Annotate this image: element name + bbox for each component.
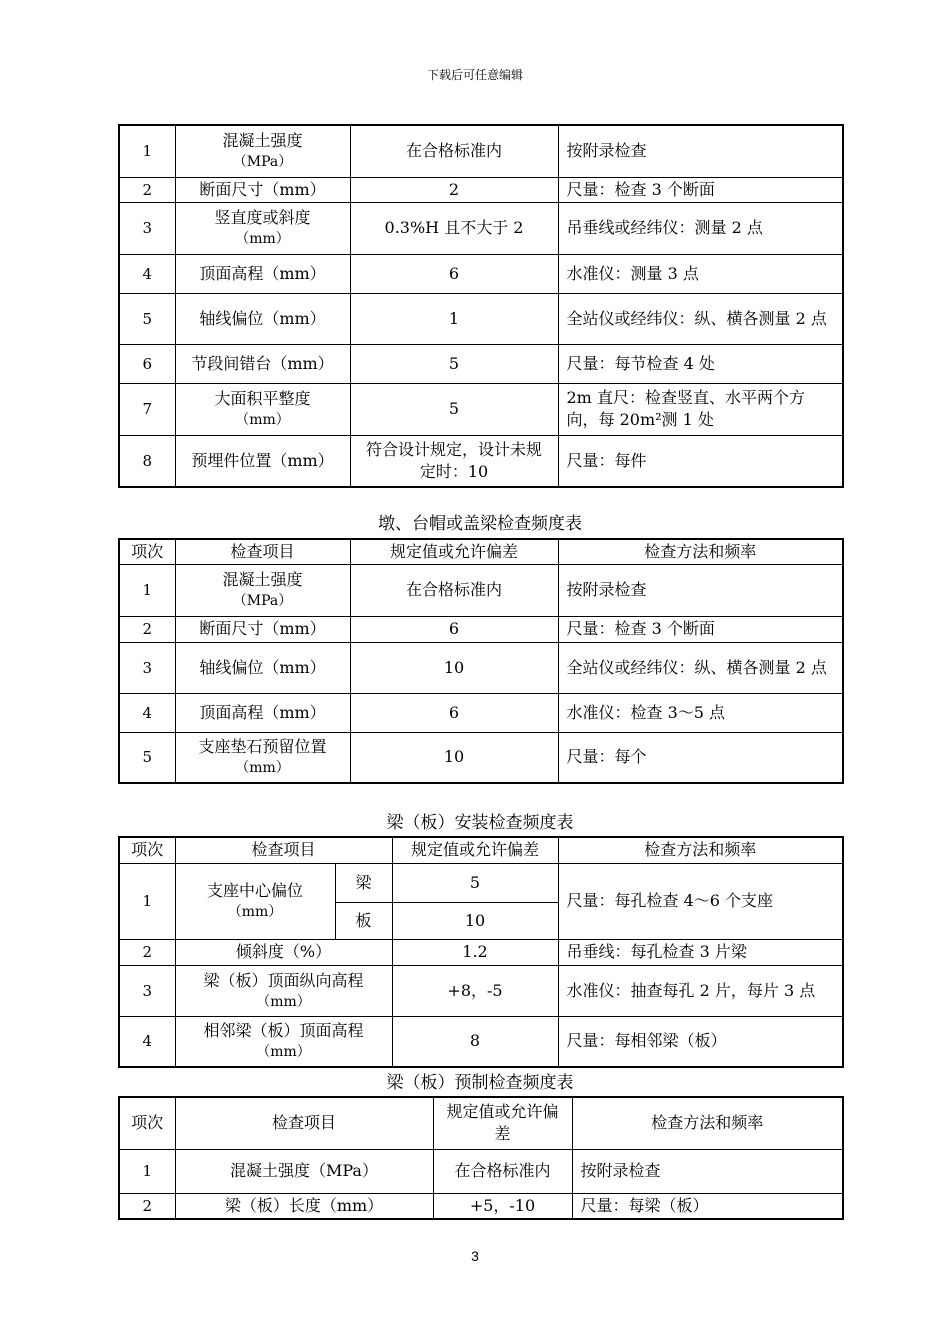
header-value: 规定值或允许偏差 bbox=[392, 837, 558, 863]
value-cell: 10 bbox=[392, 902, 558, 939]
item-cell: 梁（板）长度（mm） bbox=[175, 1193, 433, 1219]
row-no: 3 bbox=[119, 202, 175, 254]
method-cell: 水准仪：测量 3 点 bbox=[558, 254, 843, 293]
table-row bbox=[119, 177, 843, 202]
sub-item-slab: 板 bbox=[335, 902, 392, 939]
table-row bbox=[119, 693, 843, 732]
table-row bbox=[119, 1149, 843, 1193]
method-cell: 尺量：每个 bbox=[558, 732, 843, 783]
row-no: 2 bbox=[119, 939, 175, 965]
row-no: 8 bbox=[119, 435, 175, 487]
item-cell: 轴线偏位（mm） bbox=[175, 642, 350, 693]
method-cell: 按附录检查 bbox=[558, 564, 843, 616]
method-cell: 尺量：每孔检查 4～6 个支座 bbox=[558, 863, 843, 939]
table-row bbox=[119, 202, 843, 254]
table-header-row bbox=[119, 837, 843, 863]
value-cell: 10 bbox=[350, 642, 558, 693]
item-cell: 支座中心偏位 （mm） bbox=[175, 863, 335, 939]
item-cell: 混凝土强度（MPa） bbox=[175, 1149, 433, 1193]
value-cell: 6 bbox=[350, 254, 558, 293]
row-no: 1 bbox=[119, 1149, 175, 1193]
row-no: 6 bbox=[119, 344, 175, 383]
value-cell: 5 bbox=[350, 344, 558, 383]
table-beam-install-check bbox=[118, 836, 844, 1068]
method-cell: 尺量：检查 3 个断面 bbox=[558, 177, 843, 202]
row-no: 4 bbox=[119, 254, 175, 293]
header-no: 项次 bbox=[119, 539, 175, 564]
row-no: 3 bbox=[119, 642, 175, 693]
method-cell: 按附录检查 bbox=[572, 1149, 843, 1193]
row-no: 7 bbox=[119, 383, 175, 435]
table-row bbox=[119, 435, 843, 487]
row-no: 5 bbox=[119, 732, 175, 783]
method-cell: 吊垂线：每孔检查 3 片梁 bbox=[558, 939, 843, 965]
value-cell: 10 bbox=[350, 732, 558, 783]
value-cell: 6 bbox=[350, 693, 558, 732]
method-cell: 水准仪：检查 3～5 点 bbox=[558, 693, 843, 732]
row-no: 2 bbox=[119, 616, 175, 642]
item-cell: 相邻梁（板）顶面高程 （mm） bbox=[175, 1016, 392, 1067]
sub-item-beam: 梁 bbox=[335, 863, 392, 902]
item-cell: 混凝土强度 （MPa） bbox=[175, 564, 350, 616]
table-row bbox=[119, 564, 843, 616]
method-cell: 全站仪或经纬仪：纵、横各测量 2 点 bbox=[558, 642, 843, 693]
row-no: 1 bbox=[119, 125, 175, 177]
table-row bbox=[119, 732, 843, 783]
value-cell: 符合设计规定，设计未规定时：10 bbox=[350, 435, 558, 487]
table-header-row bbox=[119, 1097, 843, 1149]
value-cell: 在合格标准内 bbox=[350, 125, 558, 177]
table-row bbox=[119, 1193, 843, 1219]
row-no: 3 bbox=[119, 965, 175, 1016]
table-concrete-check bbox=[118, 124, 844, 488]
page-header: 下载后可任意编辑 bbox=[426, 68, 523, 82]
value-cell: 0.3%H 且不大于 2 bbox=[350, 202, 558, 254]
item-cell: 梁（板）顶面纵向高程 （mm） bbox=[175, 965, 392, 1016]
value-cell: 1.2 bbox=[392, 939, 558, 965]
method-cell: 尺量：每节检查 4 处 bbox=[558, 344, 843, 383]
page-number: 3 bbox=[471, 1248, 479, 1264]
item-cell: 节段间错台（mm） bbox=[175, 344, 350, 383]
row-no: 2 bbox=[119, 177, 175, 202]
row-no: 4 bbox=[119, 693, 175, 732]
table-row bbox=[119, 863, 843, 902]
header-no: 项次 bbox=[119, 837, 175, 863]
header-method: 检查方法和频率 bbox=[558, 837, 843, 863]
table-caption: 墩、台帽或盖梁检查频度表 bbox=[378, 514, 582, 534]
row-no: 1 bbox=[119, 863, 175, 939]
header-value: 规定值或允许偏差 bbox=[433, 1097, 572, 1149]
table-row bbox=[119, 125, 843, 177]
table-row bbox=[119, 642, 843, 693]
value-cell: 2 bbox=[350, 177, 558, 202]
method-cell: 全站仪或经纬仪：纵、横各测量 2 点 bbox=[558, 293, 843, 344]
method-cell: 吊垂线或经纬仪：测量 2 点 bbox=[558, 202, 843, 254]
item-cell: 断面尺寸（mm） bbox=[175, 616, 350, 642]
row-no: 5 bbox=[119, 293, 175, 344]
value-cell: +5，-10 bbox=[433, 1193, 572, 1219]
header-method: 检查方法和频率 bbox=[572, 1097, 843, 1149]
table-pier-cap-check bbox=[118, 538, 844, 784]
value-cell: 在合格标准内 bbox=[433, 1149, 572, 1193]
header-item: 检查项目 bbox=[175, 1097, 433, 1149]
table-row bbox=[119, 293, 843, 344]
item-cell: 混凝土强度 （MPa） bbox=[175, 125, 350, 177]
method-cell: 尺量：每梁（板） bbox=[572, 1193, 843, 1219]
item-cell: 顶面高程（mm） bbox=[175, 693, 350, 732]
table-row bbox=[119, 383, 843, 435]
row-no: 2 bbox=[119, 1193, 175, 1219]
table-row bbox=[119, 254, 843, 293]
item-cell: 支座垫石预留位置 （mm） bbox=[175, 732, 350, 783]
table-row bbox=[119, 939, 843, 965]
value-cell: 8 bbox=[392, 1016, 558, 1067]
value-cell: 在合格标准内 bbox=[350, 564, 558, 616]
item-cell: 倾斜度（%） bbox=[175, 939, 392, 965]
value-cell: +8，-5 bbox=[392, 965, 558, 1016]
table-beam-precast-check bbox=[118, 1096, 844, 1220]
table-caption: 梁（板）预制检查频度表 bbox=[386, 1073, 574, 1093]
table-caption: 梁（板）安装检查频度表 bbox=[386, 813, 574, 833]
header-value: 规定值或允许偏差 bbox=[350, 539, 558, 564]
item-cell: 断面尺寸（mm） bbox=[175, 177, 350, 202]
table-row bbox=[119, 616, 843, 642]
item-cell: 顶面高程（mm） bbox=[175, 254, 350, 293]
value-cell: 6 bbox=[350, 616, 558, 642]
method-cell: 尺量：检查 3 个断面 bbox=[558, 616, 843, 642]
table-row bbox=[119, 344, 843, 383]
item-cell: 大面积平整度 （mm） bbox=[175, 383, 350, 435]
method-cell: 按附录检查 bbox=[558, 125, 843, 177]
row-no: 4 bbox=[119, 1016, 175, 1067]
method-cell: 尺量：每件 bbox=[558, 435, 843, 487]
item-cell: 预埋件位置（mm） bbox=[175, 435, 350, 487]
item-cell: 竖直度或斜度 （mm） bbox=[175, 202, 350, 254]
table-header-row bbox=[119, 539, 843, 564]
table-row bbox=[119, 1016, 843, 1067]
row-no: 1 bbox=[119, 564, 175, 616]
method-cell: 水准仪：抽查每孔 2 片，每片 3 点 bbox=[558, 965, 843, 1016]
method-cell: 尺量：每相邻梁（板） bbox=[558, 1016, 843, 1067]
value-cell: 5 bbox=[392, 863, 558, 902]
table-row bbox=[119, 965, 843, 1016]
value-cell: 1 bbox=[350, 293, 558, 344]
value-cell: 5 bbox=[350, 383, 558, 435]
header-no: 项次 bbox=[119, 1097, 175, 1149]
item-cell: 轴线偏位（mm） bbox=[175, 293, 350, 344]
method-cell: 2m 直尺：检查竖直、水平两个方向，每 20m²测 1 处 bbox=[558, 383, 843, 435]
header-item: 检查项目 bbox=[175, 837, 392, 863]
header-method: 检查方法和频率 bbox=[558, 539, 843, 564]
header-item: 检查项目 bbox=[175, 539, 350, 564]
